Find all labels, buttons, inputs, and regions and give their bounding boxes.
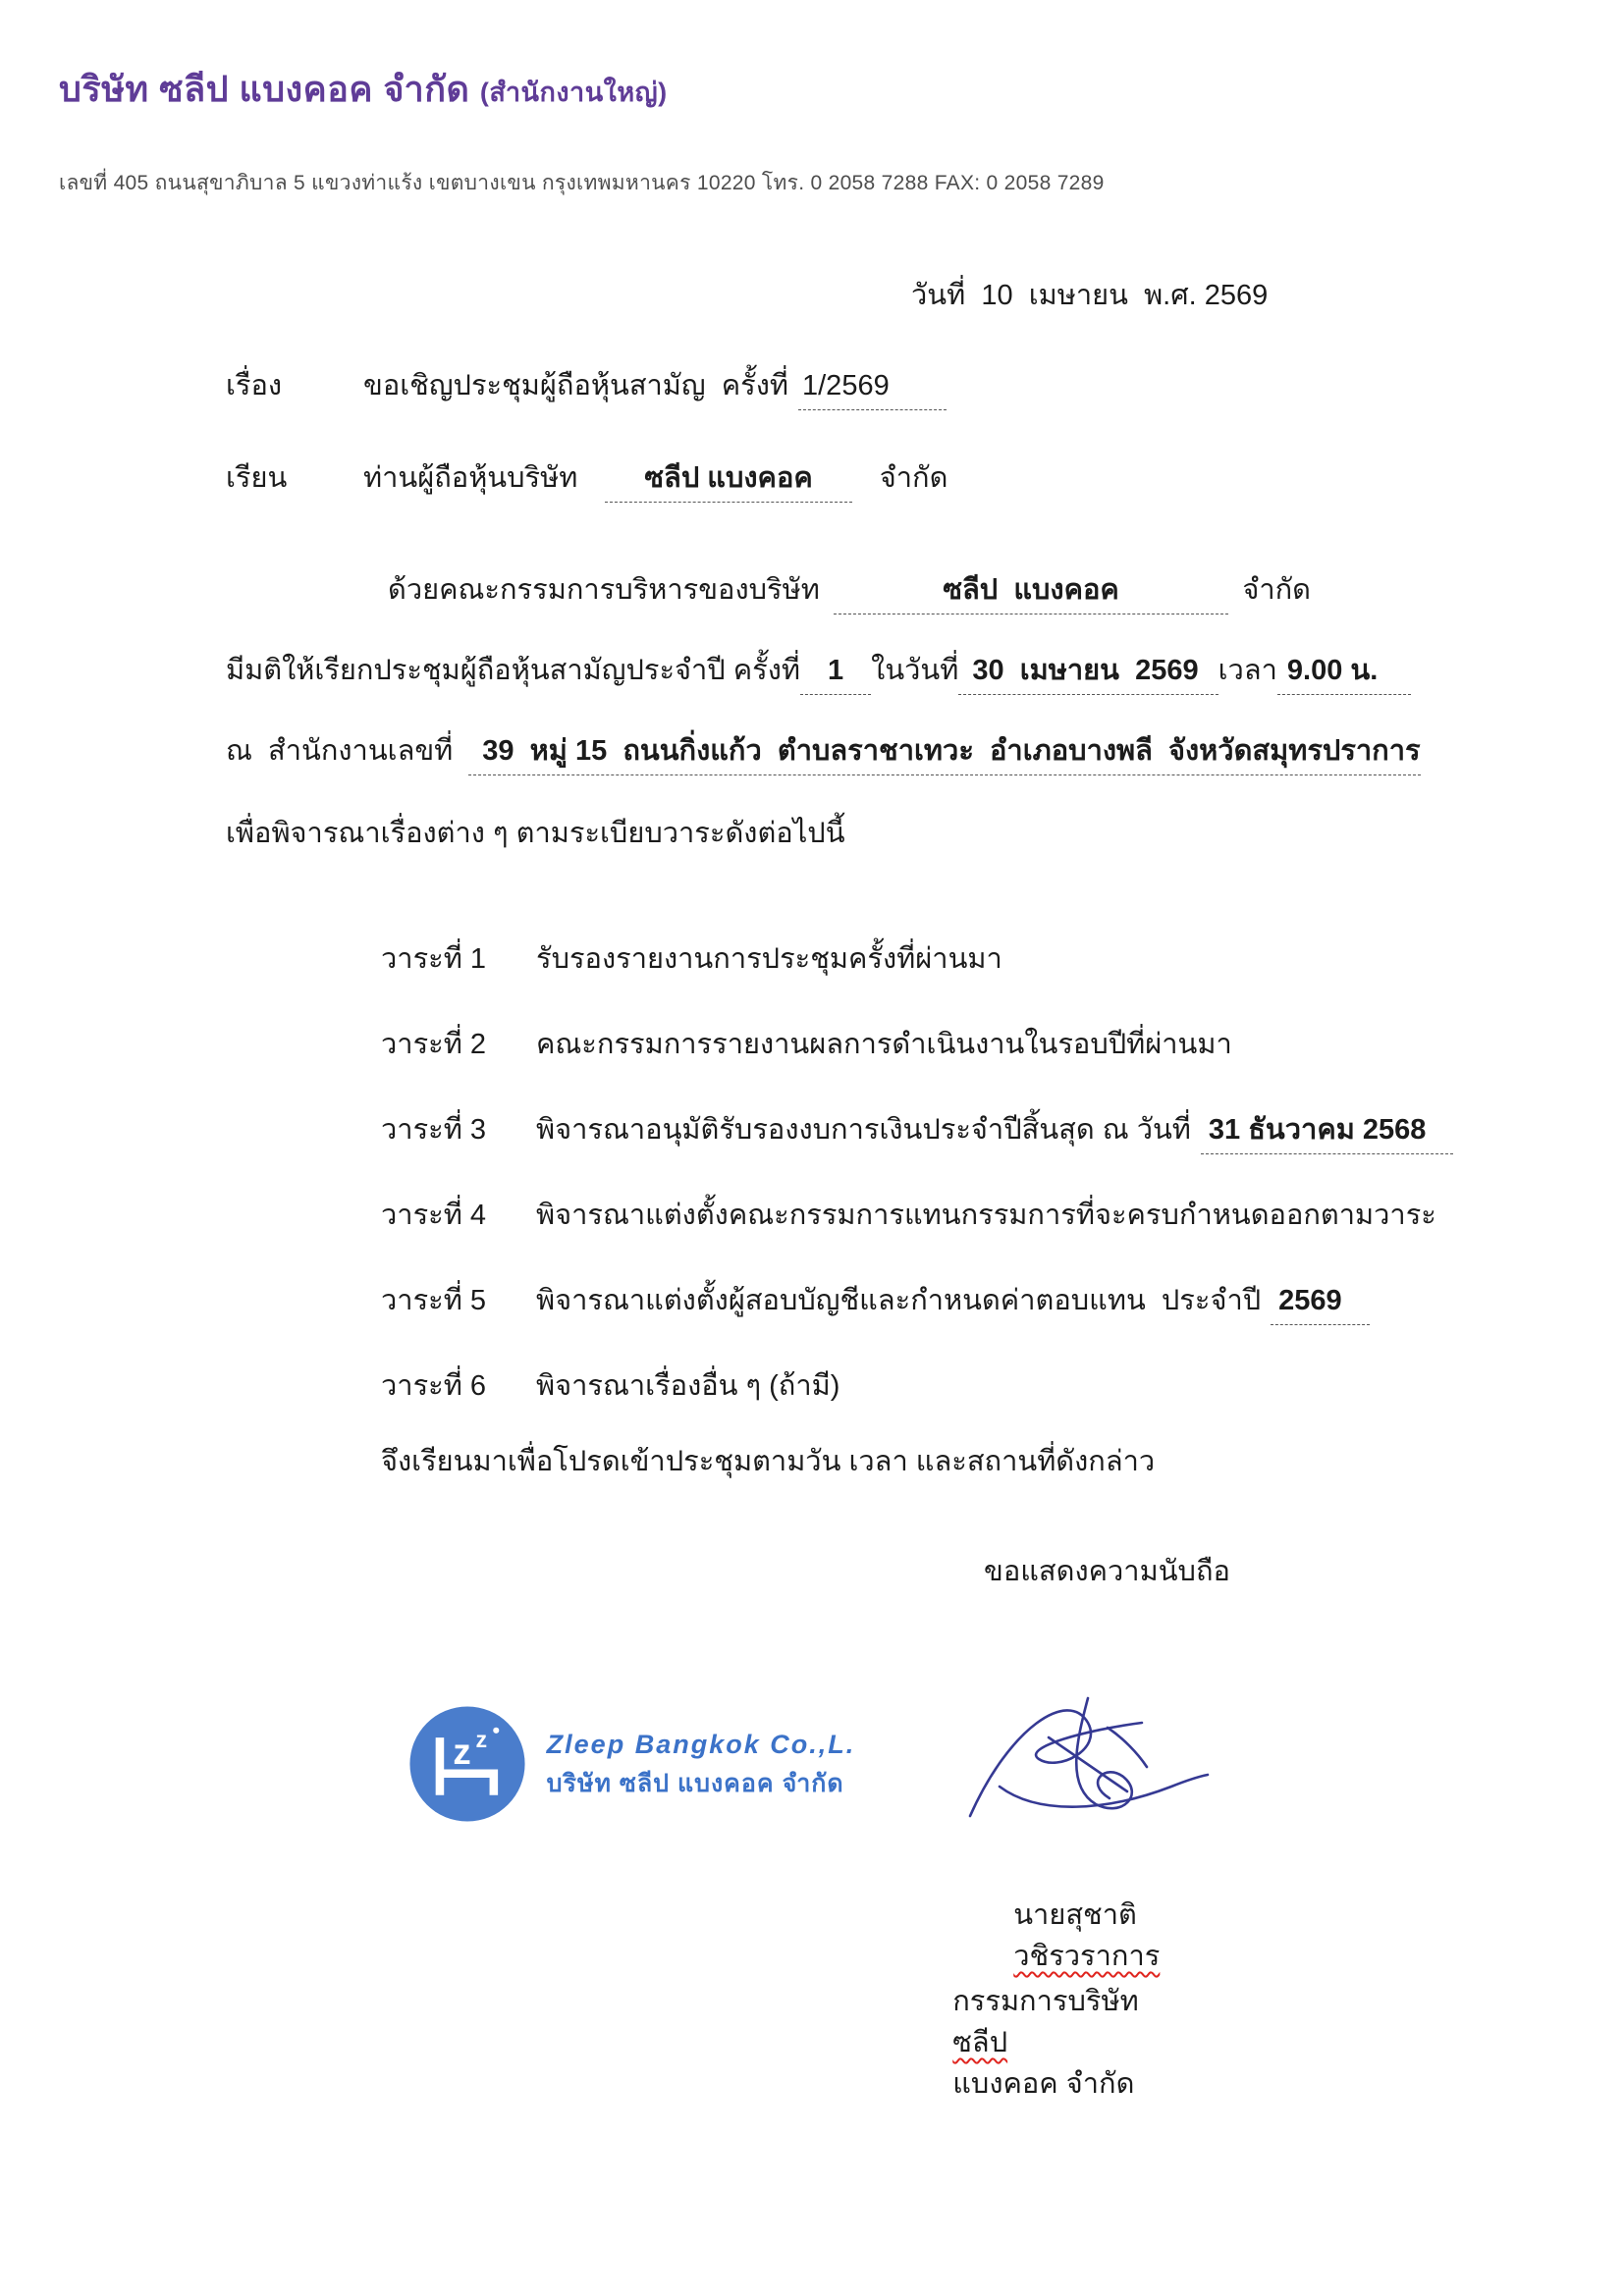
stamp-text xyxy=(547,1730,856,1803)
p2-time-label: เวลา xyxy=(1218,655,1277,686)
p2-meeting-date: 30 เมษายน 2569 xyxy=(958,650,1218,695)
agenda-row xyxy=(381,1280,1370,1325)
agenda-row xyxy=(381,1195,1436,1236)
p3-prefix: ณ สำนักงานเลขที่ xyxy=(226,735,454,767)
date-line: วันที่ 10 เมษายน พ.ศ. 2569 xyxy=(911,280,1269,311)
p1-prefix: ด้วยคณะกรรมการบริหารของบริษัท xyxy=(388,574,820,606)
p2-meeting-number: 1 xyxy=(800,650,871,695)
agenda-row xyxy=(381,1024,1232,1065)
paragraph-line-1 xyxy=(388,569,1311,614)
agenda-row xyxy=(381,938,1002,980)
to-text: ท่านผู้ถือหุ้นบริษัท xyxy=(363,462,578,494)
company-stamp xyxy=(381,1686,855,1846)
subject-label: เรื่อง xyxy=(226,370,283,401)
agenda-label: วาระที่ 4 xyxy=(381,1200,487,1231)
signature-scribble-icon xyxy=(923,1651,1235,1888)
bed-zz-logo-icon xyxy=(381,1686,527,1846)
p2-meeting-time: 9.00 น. xyxy=(1277,650,1411,695)
agenda-text: พิจารณาเรื่องอื่น ๆ (ถ้ามี) xyxy=(536,1370,840,1402)
closing-line: จึงเรียนมาเพื่อโปรดเข้าประชุมตามวัน เวลา และสถานที่ดังกล่าว xyxy=(381,1446,1156,1477)
address-line: เลขที่ 405 ถนนสุขาภิบาล 5 แขวงท่าแร้ง เขตบางเขน กรุงเทพมหานคร 10220 โทร. 0 2058 7288 FAX: 0 2058 7289 xyxy=(59,172,1105,194)
agenda-text: พิจารณาแต่งตั้งคณะกรรมการแทนกรรมการที่จะครบกำหนดออกตามวาระ xyxy=(536,1200,1436,1231)
paragraph-line-3 xyxy=(226,730,1421,775)
agenda-label: วาระที่ 1 xyxy=(381,943,487,975)
paragraph-line-4: เพื่อพิจารณาเรื่องต่าง ๆ ตามระเบียบวาระดังต่อไปนี้ xyxy=(226,818,845,849)
stamp-company-th: บริษัท ซลีป แบงคอค จำกัด xyxy=(546,1770,844,1797)
stamp-company-en: Zleep Bangkok Co.,L. xyxy=(546,1730,856,1759)
to-suffix: จำกัด xyxy=(879,462,948,494)
agenda-label: วาระที่ 6 xyxy=(381,1370,487,1402)
paragraph-line-2 xyxy=(226,650,1379,695)
p2-prefix: มีมติให้เรียกประชุมผู้ถือหุ้นสามัญประจำปี ครั้งที่ xyxy=(226,655,801,686)
agenda-row xyxy=(381,1365,839,1407)
to-company-name: ซลีป แบงคอค xyxy=(605,457,851,503)
agenda-text: พิจารณาแต่งตั้งผู้สอบบัญชีและกำหนดค่าตอบแทน ประจำปี xyxy=(536,1285,1262,1316)
salutation: ขอแสดงความนับถือ xyxy=(984,1556,1230,1587)
agenda-row xyxy=(381,1109,1453,1154)
to-label: เรียน xyxy=(226,462,288,494)
svg-text:z: z xyxy=(475,1726,487,1752)
signer-title-company: ซลีป xyxy=(952,2027,1008,2059)
agenda-text: พิจารณาอนุมัติรับรองงบการเงินประจำปีสิ้นสุด ณ วันที่ xyxy=(536,1114,1191,1146)
subject-row xyxy=(226,365,947,410)
agenda-label: วาระที่ 3 xyxy=(381,1114,487,1146)
agenda-text: รับรองรายงานการประชุมครั้งที่ผ่านมา xyxy=(536,943,1002,975)
agenda-highlight: 2569 xyxy=(1271,1280,1370,1325)
signer-name-prefix: นายสุชาติ xyxy=(1013,1899,1145,1932)
branch-label: (สำนักงานใหญ่) xyxy=(479,78,668,107)
agenda-label: วาระที่ 5 xyxy=(381,1285,487,1316)
p2-mid: ในวันที่ xyxy=(871,655,959,686)
agenda-highlight: 31 ธันวาคม 2568 xyxy=(1201,1109,1454,1154)
signer-title-prefix: กรรมการบริษัท xyxy=(952,1986,1139,2018)
company-name: บริษัท ซลีป แบงคอค จำกัด xyxy=(59,69,480,109)
p1-suffix: จำกัด xyxy=(1242,574,1311,606)
p1-company-name: ซลีป แบงคอค xyxy=(834,569,1229,614)
svg-text:z: z xyxy=(453,1732,471,1772)
to-row xyxy=(226,457,947,503)
subject-number: 1/2569 xyxy=(798,365,947,410)
p3-meeting-address: 39 หมู่ 15 ถนนกิ่งแก้ว ตำบลราชาเทวะ อำเภอบางพลี จังหวัดสมุทรปราการ xyxy=(468,730,1420,775)
signer-title xyxy=(921,1940,1153,2146)
agenda-text: คณะกรรมการรายงานผลการดำเนินงานในรอบปีที่ผ่านมา xyxy=(536,1029,1232,1060)
agenda-label: วาระที่ 2 xyxy=(381,1029,487,1060)
signer-name-surname: วชิรวราการ xyxy=(1013,1941,1161,1973)
subject-text: ขอเชิญประชุมผู้ถือหุ้นสามัญ ครั้งที่ xyxy=(363,370,788,401)
company-header xyxy=(59,61,668,117)
signer-title-suffix: แบงคอค จำกัด xyxy=(952,2068,1135,2101)
